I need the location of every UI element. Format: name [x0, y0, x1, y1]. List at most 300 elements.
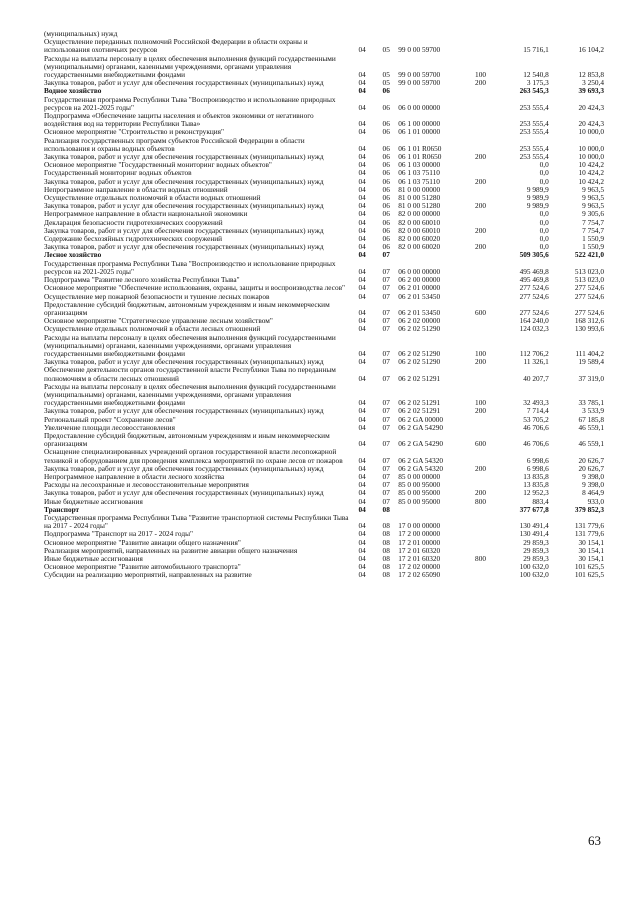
row-target-article: 06 2 GA 54320: [398, 455, 444, 465]
row-subsection-code: 08: [382, 554, 390, 563]
row-amount-first-year: 0,0: [539, 209, 549, 219]
row-section-code: [350, 30, 374, 38]
row-amount-second-year: 20 626,7: [578, 455, 604, 465]
row-subsection-code: 07: [382, 414, 390, 424]
row-subsection-code: 06: [382, 217, 390, 227]
row-subsection-code: 07: [382, 496, 390, 506]
row-name: Предоставление субсидий бюджетным, автономным учреждениям и иным некоммерческим организациям: [44, 299, 330, 317]
row-amount-second-year: 111 404,2: [575, 348, 604, 358]
row-name: Закупка товаров, работ и услуг для обеспечения государственных (муниципальных) нужд: [44, 463, 324, 473]
row-amount-second-year: 10 000,0: [578, 127, 604, 137]
row-amount-first-year: 253 555,4: [519, 119, 549, 129]
row-amount-first-year: 509 305,6: [519, 250, 549, 260]
row-amount-second-year: 513 023,0: [574, 266, 604, 276]
row-target-article: 82 0 00 60020: [398, 242, 441, 252]
table-row: [44, 366, 604, 382]
row-name: Увеличение площади лесовосстановления: [44, 422, 175, 432]
row-amount-first-year: 130 491,4: [519, 521, 549, 531]
row-target-article: 06 2 GA 54290: [398, 439, 444, 449]
row-section-code: 04: [358, 217, 366, 227]
row-amount-second-year: 7 754,7: [582, 217, 604, 227]
row-name: Иные бюджетные ассигнования: [44, 554, 143, 563]
row-amount-first-year: 11 326,1: [523, 357, 549, 367]
row-subsection-code: 06: [382, 225, 390, 235]
row-section-code: 04: [358, 209, 366, 219]
row-name: Расходы на выплаты персоналу в целях обеспечения выполнения функций государственными (муниципальными) органами, казенными учреждениями, органами управления государственными внебюджетными фондами: [44, 53, 336, 80]
row-amount-first-year: 0,0: [539, 242, 549, 252]
row-amount-first-year: 495 469,8: [519, 275, 549, 285]
row-section-code: 04: [358, 529, 366, 539]
row-amount-second-year: 8 464,9: [582, 488, 604, 498]
row-subsection-code: 06: [382, 143, 390, 153]
row-amount-first-year: 0,0: [539, 176, 549, 186]
row-target-article: [398, 30, 468, 38]
row-expense-type: [468, 260, 492, 276]
row-expense-type: 200: [475, 152, 486, 162]
row-target-article: 17 2 01 60320: [398, 554, 441, 563]
row-name: Основное мероприятие "Развитие авиации общего назначения": [44, 537, 241, 547]
row-expense-type: 200: [475, 225, 486, 235]
row-target-article: 17 2 00 00000: [398, 529, 441, 539]
row-expense-type: 200: [475, 463, 486, 473]
row-expense-type: [468, 424, 492, 432]
row-amount-first-year: 3 175,3: [526, 78, 549, 88]
row-name: Непрограммное направление в области национальной экономики: [44, 209, 248, 219]
row-name: Реализация мероприятий, направленных на развитие авиации общего назначения: [44, 545, 298, 555]
table-row: [44, 571, 604, 579]
row-expense-type: [468, 539, 492, 547]
row-expense-type: [468, 506, 492, 514]
row-subsection-code: 07: [382, 291, 390, 301]
row-section-code: 04: [358, 455, 366, 465]
row-expense-type: 600: [475, 439, 486, 449]
table-row: [44, 55, 604, 80]
row-amount-first-year: 0,0: [539, 160, 549, 170]
row-target-article: 06 2 02 51291: [398, 398, 441, 408]
row-target-article: 06 2 01 00000: [398, 283, 441, 293]
row-subsection-code: 06: [382, 168, 390, 178]
row-amount-first-year: 9 989,9: [526, 193, 549, 203]
row-target-article: 81 0 00 51280: [398, 201, 441, 211]
row-amount-second-year: [549, 30, 604, 38]
budget-table-body: [44, 30, 604, 580]
row-amount-second-year: 522 421,0: [574, 250, 604, 260]
row-subsection-code: 06: [382, 184, 390, 194]
table-row: [44, 112, 604, 128]
row-subsection-code: 07: [382, 250, 390, 260]
row-target-article: 06 2 01 53450: [398, 307, 441, 317]
row-amount-second-year: 10 000,0: [578, 143, 604, 153]
row-subsection-code: 07: [382, 463, 390, 473]
row-target-article: 06 1 01 R0650: [398, 152, 442, 162]
row-amount-first-year: 12 540,8: [523, 70, 549, 80]
row-amount-second-year: 379 852,3: [574, 504, 604, 514]
row-name: Декларация безопасности гидротехнических сооружений: [44, 217, 223, 227]
row-section-code: 04: [358, 193, 366, 203]
row-amount-second-year: 9 398,0: [582, 471, 604, 481]
row-amount-second-year: 933,0: [587, 496, 604, 506]
table-row: [44, 383, 604, 408]
row-expense-type: [468, 366, 492, 382]
row-section-code: 04: [358, 283, 366, 293]
row-name: Расходы на выплаты персоналу в целях обеспечения выполнения функций государственными (муниципальными) органами, казенными учреждениями, органами управления государственными внебюджетными фондами: [44, 381, 336, 408]
row-expense-type: [468, 325, 492, 333]
row-section-code: 04: [358, 152, 366, 162]
row-amount-second-year: 10 424,2: [578, 176, 604, 186]
row-subsection-code: 06: [382, 86, 390, 96]
row-name: Непрограммное направление в области лесного хозяйства: [44, 471, 225, 481]
row-section-code: 04: [358, 143, 366, 153]
row-subsection-code: 06: [382, 102, 390, 112]
row-section-code: 04: [358, 324, 366, 334]
row-target-article: 06 2 02 51290: [398, 324, 441, 334]
row-target-article: 06 1 03 75110: [398, 176, 440, 186]
row-name: Лесное хозяйство: [44, 250, 102, 260]
row-subsection-code: 06: [382, 119, 390, 129]
row-subsection-code: 07: [382, 275, 390, 285]
row-amount-first-year: 164 240,0: [519, 316, 549, 326]
table-row: [44, 432, 604, 448]
row-amount-first-year: 12 952,3: [523, 488, 549, 498]
row-subsection-code: 06: [382, 160, 390, 170]
row-target-article: 06 1 00 00000: [398, 119, 441, 129]
row-name: Закупка товаров, работ и услуг для обеспечения государственных (муниципальных) нужд: [44, 78, 324, 88]
row-amount-first-year: 13 835,8: [523, 480, 549, 490]
row-name: Государственная программа Республики Тыва "Воспроизводство и использование природных ресурсов на 2021-2025 годы": [44, 94, 336, 112]
row-target-article: 17 2 01 00000: [398, 537, 441, 547]
row-target-article: 06 2 01 53450: [398, 291, 441, 301]
row-amount-first-year: 253 555,4: [519, 143, 549, 153]
row-amount-second-year: 277 524,6: [574, 283, 604, 293]
row-amount-first-year: 253 555,4: [519, 127, 549, 137]
row-subsection-code: 08: [382, 529, 390, 539]
row-target-article: 85 0 00 00000: [398, 471, 441, 481]
row-amount-second-year: 101 625,5: [574, 562, 604, 572]
row-section-code: 04: [358, 184, 366, 194]
row-amount-second-year: 30 154,1: [578, 537, 604, 547]
row-name: Региональный проект "Сохранение лесов": [44, 414, 176, 424]
row-target-article: [398, 87, 468, 95]
row-subsection-code: 05: [382, 78, 390, 88]
row-subsection-code: 07: [382, 455, 390, 465]
row-expense-type: [468, 137, 492, 153]
row-name: Содержание бесхозяйных гидротехнических сооружений: [44, 234, 223, 244]
row-expense-type: 800: [475, 554, 486, 563]
row-amount-second-year: 20 424,3: [578, 119, 604, 129]
row-amount-first-year: 40 207,7: [523, 373, 549, 383]
row-amount-second-year: 10 000,0: [578, 152, 604, 162]
row-amount-second-year: 10 424,2: [578, 168, 604, 178]
row-subsection-code: 06: [382, 193, 390, 203]
row-name: Государственная программа Республики Тыва "Воспроизводство и использование природных ресурсов на 2021-2025 годы": [44, 258, 336, 276]
row-expense-type: [468, 530, 492, 538]
row-name: Закупка товаров, работ и услуг для обеспечения государственных (муниципальных) нужд: [44, 201, 324, 211]
row-amount-first-year: 253 555,4: [519, 152, 549, 162]
row-name: Закупка товаров, работ и услуг для обеспечения государственных (муниципальных) нужд: [44, 225, 324, 235]
row-target-article: 82 0 00 60010: [398, 217, 441, 227]
row-expense-type: [468, 112, 492, 128]
row-amount-second-year: 33 785,1: [578, 398, 604, 408]
row-target-article: 06 0 00 00000: [398, 266, 441, 276]
row-amount-first-year: 0,0: [539, 168, 549, 178]
row-target-article: 82 0 00 60010: [398, 225, 441, 235]
row-subsection-code: 08: [382, 537, 390, 547]
row-section-code: 04: [358, 480, 366, 490]
row-amount-second-year: 46 559,1: [578, 422, 604, 432]
row-amount-second-year: 19 589,4: [578, 357, 604, 367]
row-expense-type: [468, 416, 492, 424]
row-section-code: 04: [358, 275, 366, 285]
row-subsection-code: 07: [382, 422, 390, 432]
row-target-article: 81 0 00 51280: [398, 193, 441, 203]
row-section-code: 04: [358, 250, 366, 260]
row-section-code: 04: [358, 562, 366, 572]
row-amount-first-year: 277 524,6: [519, 283, 549, 293]
row-name: Реализация государственных программ субъектов Российской Федерации в области использования и охраны водных объектов: [44, 135, 305, 153]
row-amount-second-year: 277 524,6: [574, 307, 604, 317]
row-amount-first-year: 13 835,8: [523, 471, 549, 481]
row-name: Основное мероприятие "Государственный мониторинг водных объектов": [44, 160, 272, 170]
row-section-code: 04: [358, 422, 366, 432]
row-amount-second-year: 30 154,1: [578, 554, 604, 563]
row-section-code: 04: [358, 316, 366, 326]
row-amount-first-year: 112 706,2: [519, 348, 549, 358]
row-expense-type: [468, 251, 492, 259]
row-amount-second-year: 20 424,3: [578, 102, 604, 112]
table-row: [44, 448, 604, 464]
row-amount-first-year: 6 998,6: [526, 455, 549, 465]
row-amount-second-year: 277 524,6: [574, 291, 604, 301]
row-section-code: 04: [358, 119, 366, 129]
row-amount-first-year: 46 706,6: [523, 422, 549, 432]
row-subsection-code: 07: [382, 324, 390, 334]
row-amount-first-year: 883,4: [532, 496, 549, 506]
row-subsection-code: 07: [382, 357, 390, 367]
row-target-article: 17 2 02 65090: [398, 570, 441, 580]
row-subsection-code: 07: [382, 406, 390, 416]
row-amount-first-year: 263 545,3: [519, 86, 549, 96]
row-subsection-code: 07: [382, 439, 390, 449]
row-name: Иные бюджетные ассигнования: [44, 496, 143, 506]
row-amount-second-year: 37 319,0: [578, 373, 604, 383]
row-name: Субсидии на реализацию мероприятий, направленных на развитие: [44, 570, 252, 580]
row-subsection-code: 07: [382, 480, 390, 490]
budget-table: [44, 30, 604, 580]
row-section-code: 04: [358, 439, 366, 449]
row-expense-type: [468, 317, 492, 325]
row-section-code: 04: [358, 545, 366, 555]
row-amount-second-year: 1 550,9: [582, 242, 604, 252]
row-amount-first-year: 124 032,3: [519, 324, 549, 334]
row-subsection-code: 06: [382, 127, 390, 137]
row-name: Предоставление субсидий бюджетным, автономным учреждениям и иным некоммерческим организациям: [44, 430, 330, 449]
row-section-code: 04: [358, 414, 366, 424]
row-name: Оснащение специализированных учреждений органов государственной власти лесопожарной техникой и оборудованием для проведения комплекса мероприятий по охране лесов от пожаров: [44, 447, 343, 465]
row-expense-type: 200: [475, 488, 486, 498]
row-subsection-code: 07: [382, 398, 390, 408]
row-name: Закупка товаров, работ и услуг для обеспечения государственных (муниципальных) нужд: [44, 242, 324, 252]
row-section-code: 04: [358, 504, 366, 514]
row-expense-type: [468, 448, 492, 464]
page-number: 63: [588, 833, 601, 848]
row-amount-second-year: 101 625,5: [574, 570, 604, 580]
row-amount-first-year: 46 706,6: [523, 439, 549, 449]
row-expense-type: 600: [475, 307, 486, 317]
row-target-article: [398, 251, 468, 259]
row-name: Транспорт: [44, 504, 80, 514]
table-row: [44, 301, 604, 317]
row-section-code: 04: [358, 201, 366, 211]
row-section-code: 04: [358, 537, 366, 547]
row-target-article: 06 2 GA 54290: [398, 422, 444, 432]
row-amount-first-year: 253 555,4: [519, 102, 549, 112]
row-target-article: 17 2 02 00000: [398, 562, 441, 572]
row-section-code: 04: [358, 160, 366, 170]
row-subsection-code: 07: [382, 348, 390, 358]
row-subsection-code: 05: [382, 70, 390, 80]
row-amount-second-year: 131 779,6: [574, 521, 604, 531]
row-section-code: 04: [358, 554, 366, 563]
row-expense-type: [468, 128, 492, 136]
row-subsection-code: 07: [382, 266, 390, 276]
row-section-code: 04: [358, 70, 366, 80]
row-section-code: 04: [358, 102, 366, 112]
row-subsection-code: 06: [382, 201, 390, 211]
table-row: [44, 137, 604, 153]
row-amount-first-year: 495 469,8: [519, 266, 549, 276]
row-target-article: 99 0 00 59700: [398, 45, 441, 55]
row-amount-second-year: 9 305,6: [582, 209, 604, 219]
row-amount-first-year: 32 493,3: [523, 398, 549, 408]
row-amount-first-year: 100 632,0: [519, 570, 549, 580]
row-subsection-code: 07: [382, 488, 390, 498]
row-expense-type: [468, 563, 492, 571]
row-subsection-code: 06: [382, 176, 390, 186]
row-amount-second-year: 168 312,6: [574, 316, 604, 326]
row-subsection-code: 06: [382, 209, 390, 219]
row-subsection-code: 06: [382, 242, 390, 252]
row-amount-second-year: 9 963,5: [582, 201, 604, 211]
row-amount-second-year: 12 853,8: [578, 70, 604, 80]
row-target-article: 99 0 00 59700: [398, 70, 441, 80]
row-target-article: 06 2 02 51291: [398, 406, 441, 416]
row-expense-type: 200: [475, 406, 486, 416]
row-section-code: 04: [358, 234, 366, 244]
row-target-article: 06 2 02 00000: [398, 316, 441, 326]
row-amount-first-year: 0,0: [539, 225, 549, 235]
row-section-code: 04: [358, 78, 366, 88]
table-row: [44, 38, 604, 54]
row-name: Закупка товаров, работ и услуг для обеспечения государственных (муниципальных) нужд: [44, 406, 324, 416]
row-target-article: 81 0 00 00000: [398, 184, 441, 194]
row-amount-second-year: 39 693,3: [578, 86, 604, 96]
row-expense-type: [468, 186, 492, 194]
row-name: (муниципальных) нужд: [44, 29, 118, 38]
row-target-article: 06 0 00 00000: [398, 102, 441, 112]
row-amount-first-year: 29 859,3: [523, 545, 549, 555]
row-section-code: 04: [358, 398, 366, 408]
row-section-code: 04: [358, 225, 366, 235]
row-amount-second-year: 20 626,7: [578, 463, 604, 473]
row-name: Государственная программа Республики Тыва "Развитие транспортной системы Республики Тыва на 2017 - 2024 годы": [44, 512, 349, 531]
row-name: Расходы на лесоохранные и лесовосстановительные мероприятия: [44, 480, 249, 490]
row-expense-type: [468, 38, 492, 54]
row-name: Осуществление мер пожарной безопасности и тушение лесных пожаров: [44, 291, 270, 301]
row-amount-second-year: 9 963,5: [582, 184, 604, 194]
row-section-code: 04: [358, 348, 366, 358]
row-expense-type: 100: [475, 398, 486, 408]
row-subsection-code: 07: [382, 307, 390, 317]
row-amount-second-year: 3 250,4: [582, 78, 604, 88]
row-subsection-code: 08: [382, 545, 390, 555]
row-name: Осуществление отдельных полномочий в области лесных отношений: [44, 324, 261, 334]
row-name: Обеспечение деятельности органов государственной власти Республики Тыва по переданным полномочиям в области лесных отношений: [44, 365, 336, 383]
row-section-code: 04: [358, 242, 366, 252]
row-subsection-code: 07: [382, 373, 390, 383]
row-amount-first-year: [493, 30, 549, 38]
row-name: Подпрограмма «Обеспечение защиты населения и объектов экономики от негативного воздействия вод на территории Республики Тыва»: [44, 111, 314, 129]
row-amount-first-year: 277 524,6: [519, 307, 549, 317]
row-amount-first-year: 53 705,2: [523, 414, 549, 424]
row-amount-second-year: 67 185,8: [578, 414, 604, 424]
row-section-code: 04: [358, 570, 366, 580]
row-target-article: 06 2 02 51290: [398, 348, 441, 358]
row-target-article: 99 0 00 59700: [398, 78, 441, 88]
row-subsection-code: 07: [382, 316, 390, 326]
row-section-code: 04: [358, 496, 366, 506]
row-name: Осуществление переданных полномочий Российской Федерации в области охраны и использования охотничьих ресурсов: [44, 37, 308, 55]
table-row: [44, 334, 604, 359]
row-amount-second-year: 46 559,1: [578, 439, 604, 449]
row-section-code: 04: [358, 86, 366, 96]
row-section-code: 04: [358, 488, 366, 498]
row-amount-first-year: 6 998,6: [526, 463, 549, 473]
row-amount-first-year: 0,0: [539, 217, 549, 227]
table-row: [44, 260, 604, 276]
row-name: Осуществление отдельных полномочий в области водных отношений: [44, 193, 261, 203]
row-subsection-code: 08: [382, 504, 390, 514]
row-amount-second-year: 9 398,0: [582, 480, 604, 490]
row-expense-type: [468, 276, 492, 284]
row-target-article: 06 1 03 00000: [398, 160, 441, 170]
row-expense-type: [468, 87, 492, 95]
row-expense-type: [468, 30, 492, 38]
row-subsection-code: 05: [382, 45, 390, 55]
row-target-article: 06 2 GA 00000: [398, 414, 444, 424]
row-amount-second-year: 16 104,2: [578, 45, 604, 55]
row-target-article: 06 1 03 75110: [398, 168, 440, 178]
row-subsection-code: 08: [382, 562, 390, 572]
row-expense-type: [468, 571, 492, 579]
table-row: [44, 514, 604, 530]
row-subsection-code: 06: [382, 234, 390, 244]
row-target-article: 06 1 01 R0650: [398, 143, 442, 153]
row-section-code: 04: [358, 471, 366, 481]
row-expense-type: 200: [475, 78, 486, 88]
row-subsection-code: 08: [382, 521, 390, 531]
row-amount-first-year: 9 989,9: [526, 201, 549, 211]
row-amount-first-year: 0,0: [539, 234, 549, 244]
row-expense-type: 800: [475, 496, 486, 506]
row-section-code: 04: [358, 45, 366, 55]
row-amount-first-year: 130 491,4: [519, 529, 549, 539]
row-subsection-code: 08: [382, 570, 390, 580]
row-name: Подпрограмма "Развитие лесного хозяйства Республики Тыва": [44, 275, 240, 285]
row-expense-type: [468, 284, 492, 292]
row-name: Закупка товаров, работ и услуг для обеспечения государственных (муниципальных) нужд: [44, 488, 324, 498]
row-amount-second-year: 10 424,2: [578, 160, 604, 170]
row-expense-type: 100: [475, 348, 486, 358]
